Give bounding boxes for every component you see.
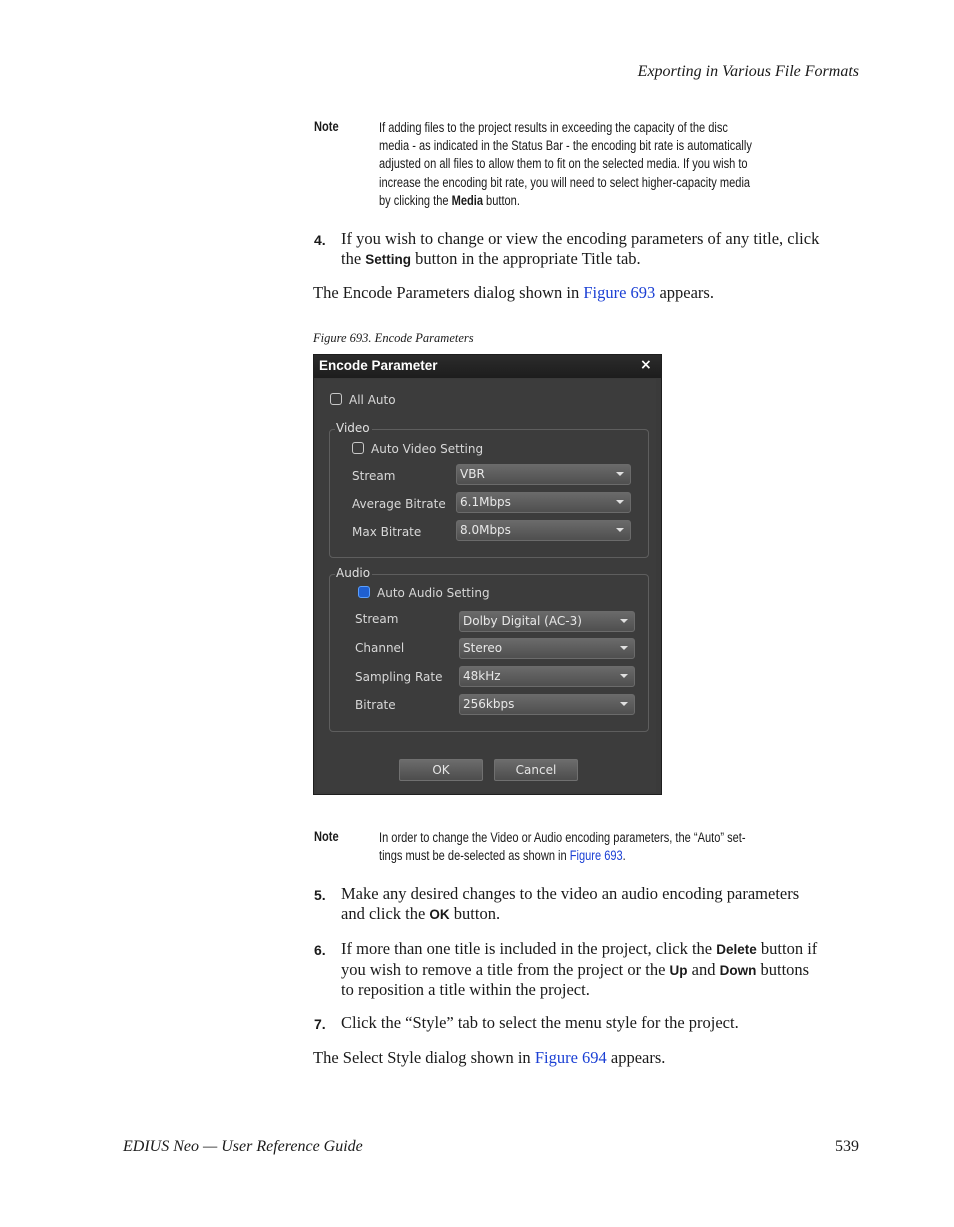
step-number: 7. [314, 1016, 326, 1032]
setting-keyword: Setting [365, 251, 412, 267]
step-text: If more than one title is included in the project, click the Delete button if you wish to remove a title from the project or the Up and Down buttons to reposition a title within the project. [341, 939, 818, 1000]
channel-select[interactable]: Stereo [459, 638, 635, 659]
body-paragraph: The Select Style dialog shown in Figure 694 appears. [313, 1048, 666, 1067]
video-stream-select[interactable]: VBR [456, 464, 631, 485]
audio-stream-select[interactable]: Dolby Digital (AC-3) [459, 611, 635, 632]
note-line: increase the encoding bit rate, you will need to select higher-capacity media [379, 174, 751, 190]
dialog-title: Encode Parameter [319, 358, 438, 373]
cancel-button[interactable]: Cancel [494, 759, 578, 781]
note-label: Note [314, 829, 339, 844]
step-text: Make any desired changes to the video an audio encoding parameters and click the OK button. [341, 884, 800, 923]
auto-audio-label: Auto Audio Setting [377, 586, 490, 600]
running-header: Exporting in Various File Formats [637, 63, 859, 80]
figure-link[interactable]: Figure 694 [534, 1048, 607, 1067]
step-number: 5. [314, 887, 326, 903]
chevron-down-icon [616, 528, 624, 532]
video-stream-label: Stream [352, 469, 396, 483]
auto-audio-checkbox[interactable] [358, 586, 370, 598]
audio-bitrate-select[interactable]: 256kbps [459, 694, 635, 715]
step-number: 4. [314, 232, 326, 248]
all-auto-label: All Auto [349, 393, 396, 407]
chevron-down-icon [620, 646, 628, 650]
figure-link[interactable]: Figure 693 [583, 283, 656, 302]
max-bitrate-select[interactable]: 8.0Mbps [456, 520, 631, 541]
sampling-rate-select[interactable]: 48kHz [459, 666, 635, 687]
note-line: If adding files to the project results in exceeding the capacity of the disc [379, 120, 728, 135]
video-group-title: Video [336, 421, 370, 435]
max-bitrate-label: Max Bitrate [352, 525, 422, 539]
average-bitrate-select[interactable]: 6.1Mbps [456, 492, 631, 513]
audio-bitrate-label: Bitrate [355, 698, 396, 712]
note-label: Note [314, 119, 339, 134]
note-line: by clicking the Media button. [379, 192, 520, 208]
encode-parameter-dialog [313, 354, 662, 795]
all-auto-checkbox[interactable] [330, 393, 342, 405]
chevron-down-icon [616, 500, 624, 504]
dialog-titlebar [314, 355, 661, 378]
chevron-down-icon [620, 674, 628, 678]
note-line: adjusted on all files to allow them to fit on the selected media. If you wish to [379, 156, 748, 172]
auto-video-label: Auto Video Setting [371, 442, 484, 456]
chevron-down-icon [620, 619, 628, 623]
body-paragraph: The Encode Parameters dialog shown in Figure 693 appears. [313, 283, 714, 302]
dialog-body [317, 379, 656, 792]
step-text: Click the “Style” tab to select the menu style for the project. [341, 1013, 739, 1032]
down-keyword: Down [719, 962, 757, 978]
chevron-down-icon [620, 702, 628, 706]
audio-group-title: Audio [336, 566, 371, 580]
delete-keyword: Delete [716, 942, 757, 957]
ok-keyword: OK [429, 906, 450, 922]
channel-label: Channel [355, 641, 405, 655]
up-keyword: Up [669, 962, 688, 978]
note-text [379, 119, 939, 210]
sampling-rate-label: Sampling Rate [355, 670, 443, 684]
average-bitrate-label: Average Bitrate [352, 497, 446, 511]
step-text: If you wish to change or view the encoding parameters of any title, click the Setting button in the appropriate Title tab. [341, 229, 820, 268]
page-number: 539 [835, 1138, 859, 1155]
audio-stream-label: Stream [355, 612, 399, 626]
footer-title: EDIUS Neo — User Reference Guide [123, 1138, 363, 1155]
figure-link[interactable]: Figure 693 [569, 848, 623, 864]
auto-video-checkbox[interactable] [352, 442, 364, 454]
step-number: 6. [314, 942, 326, 958]
note-line: media - as indicated in the Status Bar - the encoding bit rate is automatically [379, 138, 752, 154]
chevron-down-icon [616, 472, 624, 476]
close-icon[interactable]: × [640, 357, 652, 373]
ok-button[interactable]: OK [399, 759, 483, 781]
figure-caption: Figure 693. Encode Parameters [313, 331, 474, 345]
note-text: In order to change the Video or Audio encoding parameters, the “Auto” set- tings must be de-selected as shown in Figure 693. [379, 830, 746, 864]
